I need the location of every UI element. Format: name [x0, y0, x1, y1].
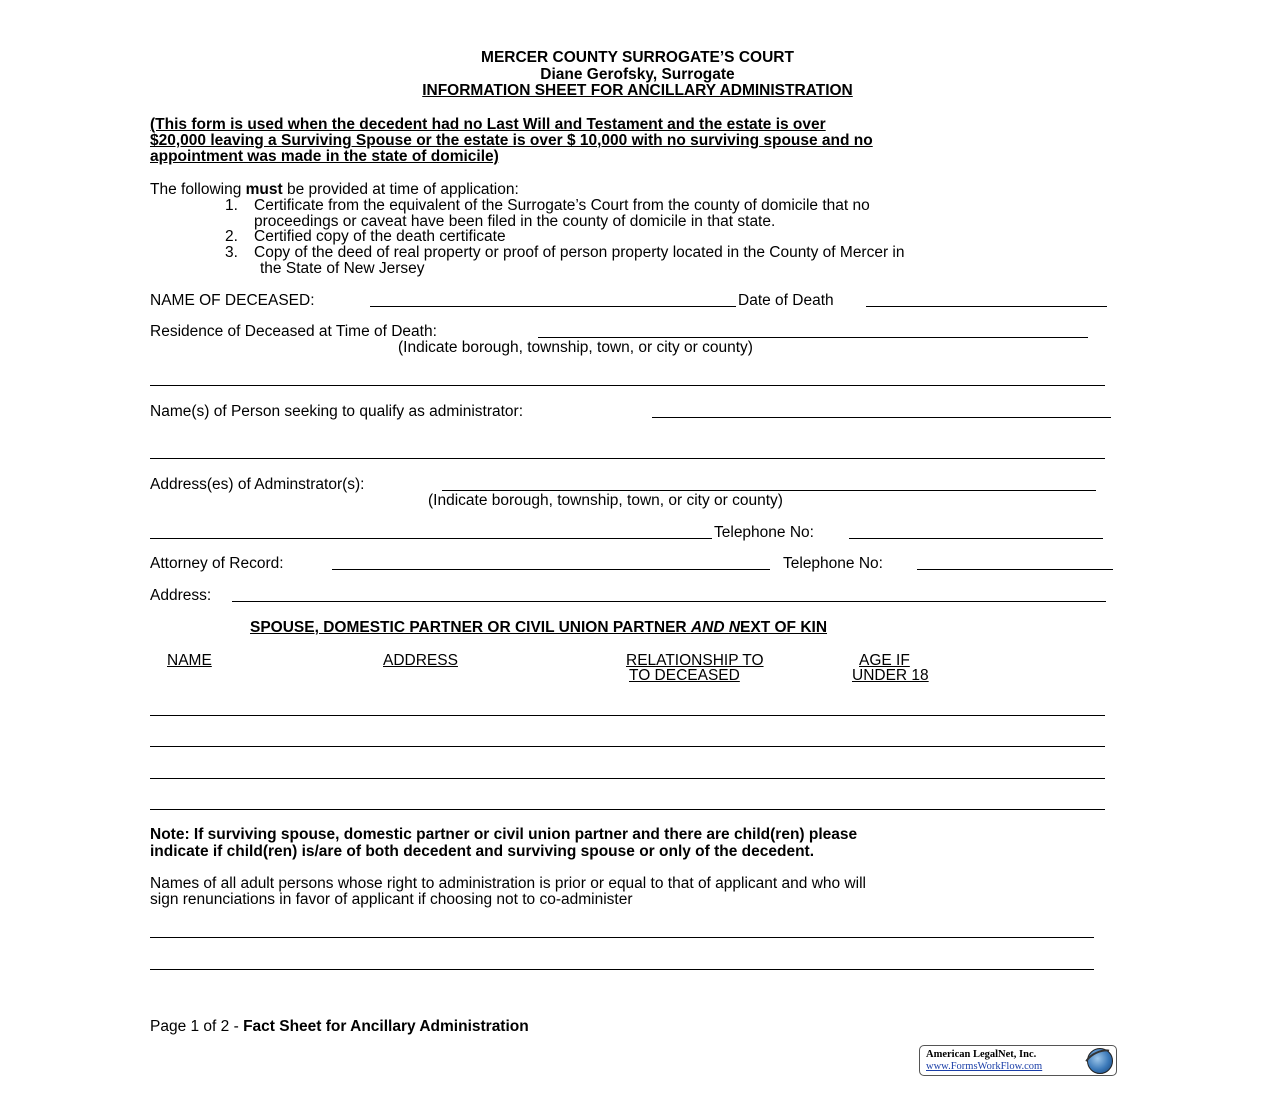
attorney-address-label: Address: — [150, 587, 212, 604]
note-line-2: indicate if child(ren) is/are of both decedent and surviving spouse or only of the decedent. — [150, 843, 815, 860]
residence-label: Residence of Deceased at Time of Death: — [150, 323, 437, 340]
intro-line-3: appointment was made in the state of domicile) — [150, 148, 499, 165]
note-line-1: Note: If surviving spouse, domestic partner or civil union partner and there are child(ren) please — [150, 826, 858, 843]
administrator-telephone-input[interactable] — [849, 538, 1103, 539]
requirement-3-line-2: the State of New Jersey — [260, 260, 425, 277]
logo-url-link[interactable]: www.FormsWorkFlow.com — [926, 1061, 1043, 1072]
attorney-telephone-input[interactable] — [917, 569, 1113, 570]
residence-hint: (Indicate borough, township, town, or city or county) — [398, 339, 753, 356]
administrator-address-input-line-2[interactable] — [150, 538, 712, 539]
kin-entry-line[interactable] — [150, 809, 1105, 810]
requirement-2-number: 2. — [225, 228, 238, 245]
administrator-address-hint: (Indicate borough, township, town, or city or county) — [428, 492, 783, 509]
page-footer: Page 1 of 2 - Fact Sheet for Ancillary Administration — [150, 1018, 529, 1035]
kin-entry-line[interactable] — [150, 746, 1105, 747]
name-of-deceased-input[interactable] — [370, 306, 736, 307]
kin-section-title: SPOUSE, DOMESTIC PARTNER OR CIVIL UNION PARTNER AND NEXT OF KIN — [250, 619, 828, 636]
attorney-label: Attorney of Record: — [150, 555, 284, 572]
column-header-age-1: AGE IF — [859, 652, 910, 669]
requirement-3-line-1: Copy of the deed of real property or proof of person property located in the County of Mercer in — [254, 244, 905, 261]
court-name: MERCER COUNTY SURROGATE’S COURT — [481, 49, 794, 66]
requirement-1-line-1: Certificate from the equivalent of the Surrogate’s Court from the county of domicile that no — [254, 197, 870, 214]
column-header-name: NAME — [167, 652, 212, 669]
administrator-address-input[interactable] — [442, 490, 1096, 491]
requirements-lead: The following must be provided at time of application: — [150, 181, 519, 198]
column-header-address: ADDRESS — [383, 652, 458, 669]
requirement-1-line-2: proceedings or caveat have been filed in the county of domicile in that state. — [254, 213, 776, 230]
administrator-address-label: Address(es) of Adminstrator(s): — [150, 476, 365, 493]
residence-input[interactable] — [538, 337, 1088, 338]
column-header-age-2: UNDER 18 — [852, 667, 929, 684]
intro-line-1: (This form is used when the decedent had no Last Will and Testament and the estate is over — [150, 116, 826, 133]
american-legalnet-logo — [919, 1045, 1117, 1076]
attorney-telephone-label: Telephone No: — [783, 555, 883, 572]
requirement-2-line-1: Certified copy of the death certificate — [254, 228, 506, 245]
administrator-name-input[interactable] — [652, 417, 1111, 418]
intro-line-2: $20,000 leaving a Surviving Spouse or the estate is over $ 10,000 with no surviving spouse and no — [150, 132, 873, 149]
date-of-death-input[interactable] — [866, 306, 1107, 307]
requirement-3-number: 3. — [225, 244, 238, 261]
name-of-deceased-label: NAME OF DECEASED: — [150, 292, 315, 309]
logo-company-name: American LegalNet, Inc. — [926, 1049, 1037, 1060]
form-title: INFORMATION SHEET FOR ANCILLARY ADMINISTRATION — [422, 82, 853, 99]
renunciation-line-1: Names of all adult persons whose right to administration is prior or equal to that of applicant and who will — [150, 875, 866, 892]
renunciation-entry-line[interactable] — [150, 969, 1094, 970]
residence-input-line-2[interactable] — [150, 385, 1105, 386]
administrator-name-input-line-2[interactable] — [150, 458, 1105, 459]
kin-entry-line[interactable] — [150, 715, 1105, 716]
kin-entry-line[interactable] — [150, 778, 1105, 779]
column-header-relationship-2: TO DECEASED — [629, 667, 740, 684]
attorney-input[interactable] — [332, 569, 770, 570]
column-header-relationship-1: RELATIONSHIP TO — [626, 652, 764, 669]
requirement-1-number: 1. — [225, 197, 238, 214]
administrator-name-label: Name(s) of Person seeking to qualify as administrator: — [150, 403, 524, 420]
renunciation-line-2: sign renunciations in favor of applicant if choosing not to co-administer — [150, 891, 633, 908]
attorney-address-input[interactable] — [232, 601, 1106, 602]
administrator-telephone-label: Telephone No: — [714, 524, 814, 541]
surrogate-name: Diane Gerofsky, Surrogate — [540, 66, 735, 83]
date-of-death-label: Date of Death — [738, 292, 834, 309]
renunciation-entry-line[interactable] — [150, 937, 1094, 938]
